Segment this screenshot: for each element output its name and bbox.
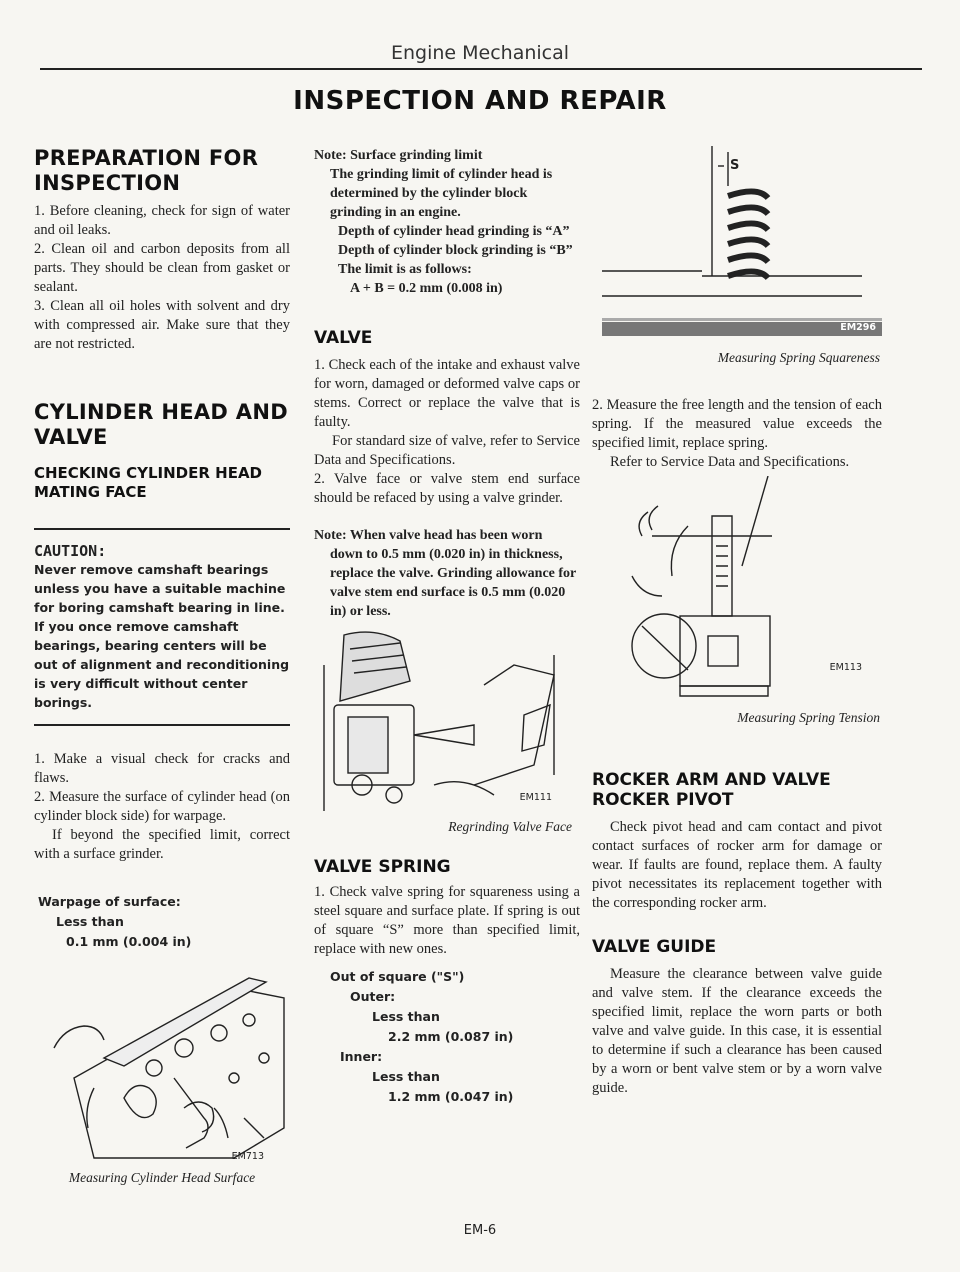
spec-outer-less: Less than (372, 1009, 440, 1024)
note2-line2: down to 0.5 mm (0.020 in) in thickness, replace the valve. Grinding allowance for valve stem end surface is 0.5 mm (0.020 in) or less. (330, 547, 577, 619)
valve-face-figure (314, 625, 580, 811)
note1-line3: Depth of cylinder head grinding is “A” (338, 224, 570, 239)
prep-heading: PREPARATION FOR INSPECTION (34, 146, 259, 195)
cylinder-head-caption: Measuring Cylinder Head Surface (68, 1170, 256, 1185)
note1-line1: Note: Surface grinding limit (314, 148, 483, 163)
spec-out-of-square: Out of square ("S") (330, 969, 465, 984)
check-step-2b: If beyond the specified limit, correct with a surface grinder. (34, 827, 290, 862)
prep-step-1: 1. Before cleaning, check for sign of water and oil leaks. (34, 203, 290, 238)
check-step-1: 1. Make a visual check for cracks and flaws. (34, 751, 290, 786)
caution-rule-bottom (34, 724, 290, 726)
valve-step-2: 2. Valve face or valve stem end surface should be refaced by using a valve grinder. (314, 471, 580, 506)
checking-heading: CHECKING CYLINDER HEAD MATING FACE (34, 464, 263, 501)
spring-squareness-figure (592, 146, 882, 344)
warpage-less: Less than (56, 914, 124, 929)
column-right (592, 146, 882, 1098)
spec-inner-less: Less than (372, 1069, 440, 1084)
prep-step-3: 3. Clean all oil holes with solvent and dry with compressed air. Make sure that they are not restricted. (34, 298, 290, 352)
spec-inner-value: 1.2 mm (0.047 in) (388, 1089, 514, 1104)
note-surface-grinding (314, 146, 580, 298)
squareness-spec (314, 967, 580, 1107)
note1-line2: The grinding limit of cylinder head is determined by the cylinder block grinding in an engine. (330, 167, 553, 220)
prep-step-2: 2. Clean oil and carbon deposits from all parts. They should be clean from gasket or sealant. (34, 241, 290, 295)
column-middle (314, 146, 580, 1107)
rocker-heading: ROCKER ARM AND VALVE ROCKER PIVOT (592, 770, 831, 810)
valve-step-1b: For standard size of valve, refer to Service Data and Specifications. (314, 433, 580, 468)
spec-inner: Inner: (340, 1049, 383, 1064)
column-left (34, 146, 290, 1186)
warpage-spec (34, 892, 290, 952)
warpage-label: Warpage of surface: (38, 894, 181, 909)
spec-outer: Outer: (350, 989, 396, 1004)
note1-line4: Depth of cylinder block grinding is “B” (338, 243, 573, 258)
valve-heading: VALVE (314, 328, 373, 348)
page-title: INSPECTION AND REPAIR (293, 86, 667, 116)
cylinder-head-figure (34, 958, 290, 1168)
caution-box (34, 530, 290, 724)
caution-text: Never remove camshaft bearings unless you have a suitable machine for boring camshaft bearing in line. If you once remove camshaft bearings, bearing centers will be out of alignment and reconditioning is very difficult without center borings. (34, 562, 290, 710)
note2-line1: Note: When valve head has been worn (314, 528, 543, 543)
check-step-2: 2. Measure the surface of cylinder head (on cylinder block side) for warpage. (34, 789, 290, 824)
header-rule (40, 68, 922, 70)
page-number: EM-6 (463, 1223, 497, 1238)
note-valve-wear (314, 526, 580, 621)
valve-spring-heading: VALVE SPRING (314, 857, 451, 877)
valve-guide-heading: VALVE GUIDE (592, 937, 717, 957)
valve-step-1: 1. Check each of the intake and exhaust valve for worn, damaged or deformed valve caps or stems. Correct or replace the valve that is faulty. (314, 357, 580, 430)
spring-squareness-illustration (592, 146, 882, 344)
valve-grinder-illustration (314, 625, 580, 811)
spring-tension-figure (592, 476, 882, 704)
figure-code-em296: EM296 (840, 322, 876, 333)
figure-code-em713: EM713 (231, 1151, 264, 1162)
note1-line6: A + B = 0.2 mm (0.008 in) (350, 281, 503, 296)
valve-face-caption: Regrinding Valve Face (448, 819, 572, 834)
section-header: Engine Mechanical (390, 42, 570, 64)
spring-tension-caption: Measuring Spring Tension (737, 710, 880, 725)
spec-outer-value: 2.2 mm (0.087 in) (388, 1029, 514, 1044)
rocker-text: Check pivot head and cam contact and pivot contact surfaces of rocker arm for damage or wear. If faults are found, replace them. A faulty pivot necessitates its replacement together with the corresponding rocker arm. (592, 819, 882, 911)
valve-guide-text: Measure the clearance between valve guide and valve stem. If the clearance exceeds the specified limit, replace the worn parts or both valve and valve guide. In this case, it is essential to determine if such a clearance has been caused by a worn or bent valve stem or by a worn valve guide. (592, 966, 882, 1096)
warpage-value: 0.1 mm (0.004 in) (66, 934, 192, 949)
spring-step-2: 2. Measure the free length and the tension of each spring. If the measured value exceeds the specified limit, replace spring. (592, 397, 882, 451)
figure-code-em111: EM111 (519, 792, 552, 803)
cylinder-head-illustration (34, 958, 290, 1168)
figure-label-s: S (730, 158, 740, 173)
figure-code-em113: EM113 (829, 662, 862, 673)
spring-step-2b: Refer to Service Data and Specifications. (610, 454, 850, 470)
note1-line5: The limit is as follows: (338, 262, 472, 277)
cylinder-head-heading: CYLINDER HEAD AND VALVE (34, 400, 288, 449)
spring-step-1: 1. Check valve spring for squareness using a steel square and surface plate. If spring is out of square “S” more than specified limit, replace with new ones. (314, 884, 580, 957)
spring-squareness-caption: Measuring Spring Squareness (717, 350, 880, 365)
caution-title: CAUTION: (34, 542, 107, 560)
